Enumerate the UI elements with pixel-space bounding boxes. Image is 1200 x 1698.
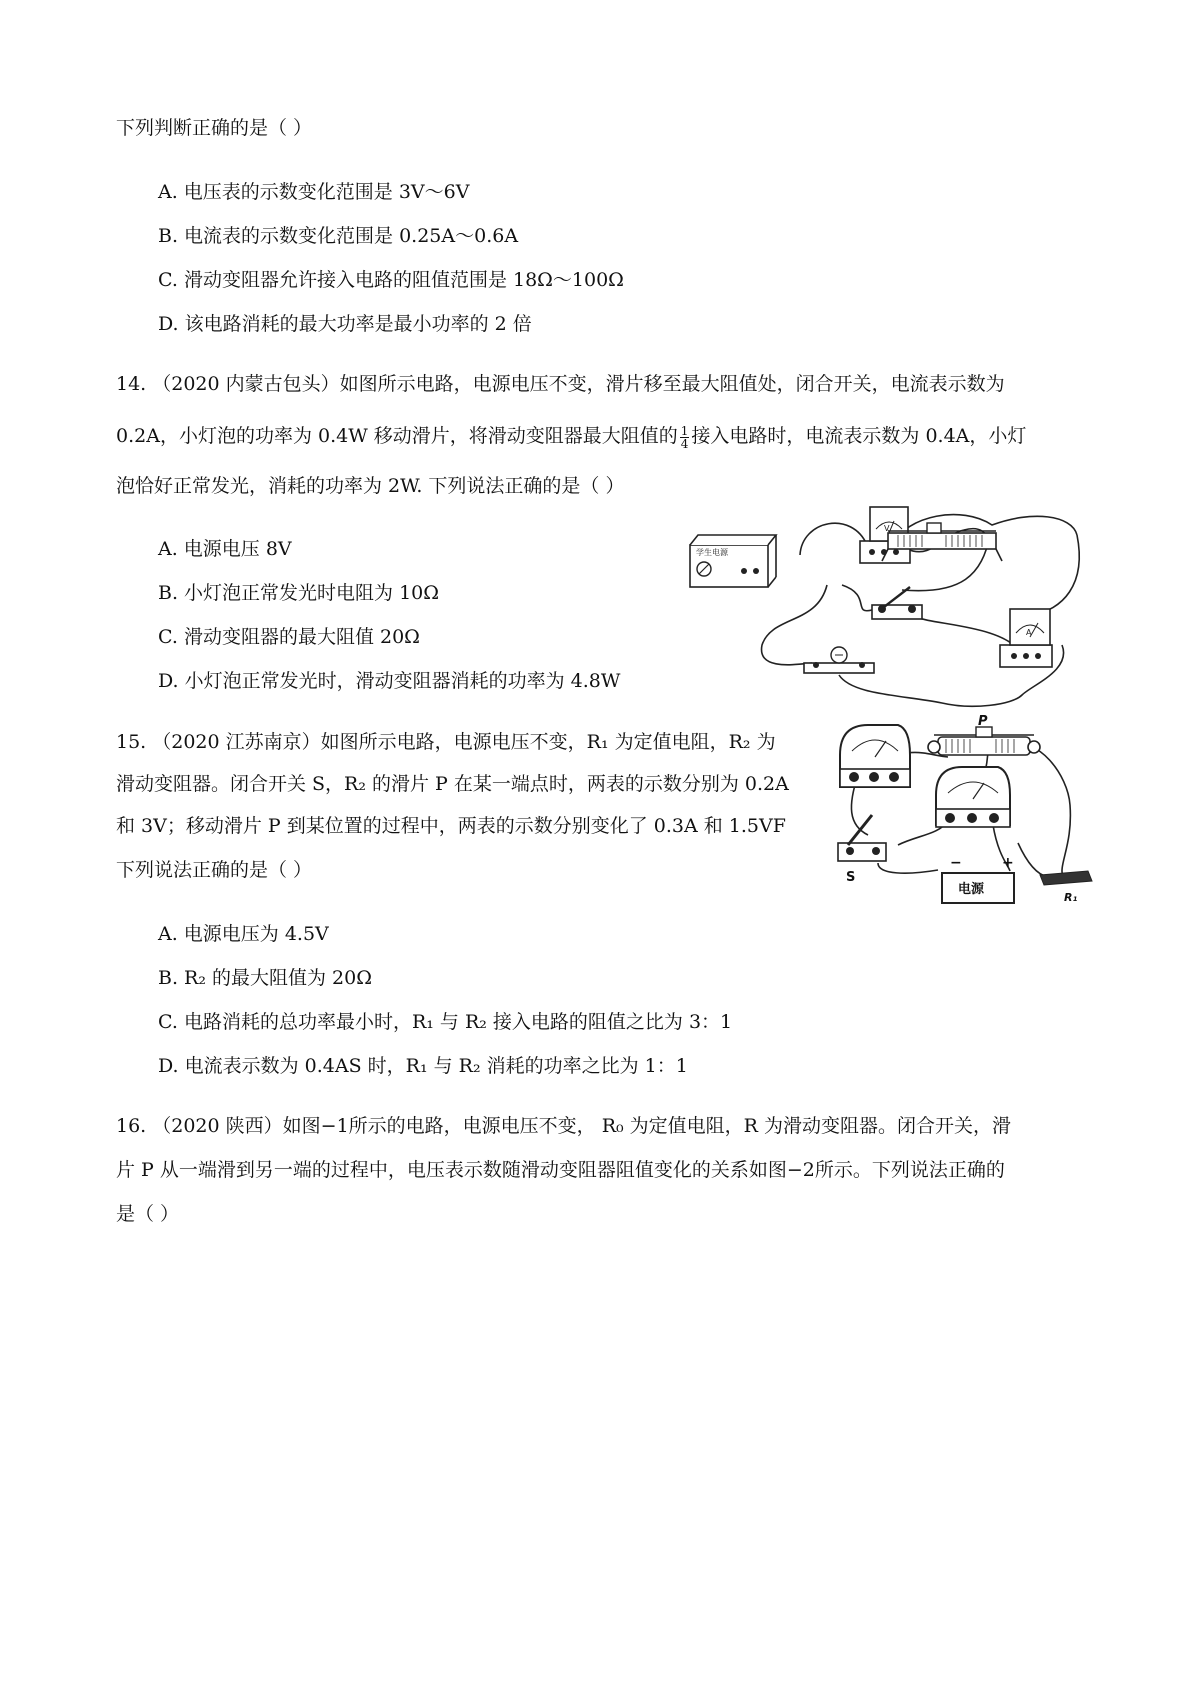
q16-stem-line-1: 16. （2020 陕西）如图−1所示的电路，电源电压不变， R₀ 为定值电阻，R 为滑动变阻器。闭合开关，滑 [116, 1115, 1012, 1137]
q14-option-d: D. 小灯泡正常发光时，滑动变阻器消耗的功率为 4.8W [158, 670, 621, 692]
q13-stem: 下列判断正确的是（ ） [116, 117, 313, 139]
q13-option-c: C. 滑动变阻器允许接入电路的阻值范围是 18Ω～100Ω [158, 269, 624, 291]
q15-option-a: A. 电源电压为 4.5V [158, 923, 329, 945]
q15-option-b: B. R₂ 的最大阻值为 20Ω [158, 967, 372, 989]
fraction-numerator: 1 [680, 423, 689, 438]
q14-stem-line-1: 14. （2020 内蒙古包头）如图所示电路，电源电压不变，滑片移至最大阻值处，闭合开关，电流表示数为 [116, 373, 1005, 395]
q14-stem-line-2 [116, 424, 1026, 450]
switch-s-label: S [846, 870, 856, 885]
switch-icon [872, 587, 922, 619]
q13-option-a: A. 电压表的示数变化范围是 3V～6V [158, 181, 470, 203]
q14-option-a: A. 电源电压 8V [158, 538, 292, 560]
voltmeter-label: V [884, 524, 890, 533]
q14-stem-line-2a: 0.2A，小灯泡的功率为 0.4W 移动滑片，将滑动变阻器最大阻值的 [116, 425, 678, 447]
r1-label: R₁ [1064, 891, 1078, 904]
fraction-denominator: 4 [680, 436, 689, 451]
q14-option-b: B. 小灯泡正常发光时电阻为 10Ω [158, 582, 440, 604]
q15-option-d: D. 电流表示数为 0.4AS 时，R₁ 与 R₂ 消耗的功率之比为 1：1 [158, 1055, 688, 1077]
plus-terminal-label: + [1002, 855, 1014, 871]
switch-icon [838, 815, 886, 885]
q15-circuit-figure [838, 715, 1098, 915]
power-source-label: 电源 [958, 882, 985, 897]
power-supply-label: 学生电源 [696, 548, 728, 557]
q14-option-c: C. 滑动变阻器的最大阻值 20Ω [158, 626, 420, 648]
q15-stem-line-2: 滑动变阻器。闭合开关 S，R₂ 的滑片 P 在某一端点时，两表的示数分别为 0.2A [116, 773, 789, 795]
lamp-icon [804, 647, 874, 673]
q16-stem-line-2: 片 P 从一端滑到另一端的过程中，电压表示数随滑动变阻器阻值变化的关系如图−2所示。下列说法正确的 [116, 1159, 1005, 1181]
ammeter-label: A [1026, 628, 1032, 637]
q16-stem-line-3: 是（ ） [116, 1203, 180, 1225]
resistor-r1-icon [1040, 871, 1092, 904]
q13-option-b: B. 电流表的示数变化范围是 0.25A～0.6A [158, 225, 519, 247]
ammeter-icon [1000, 609, 1052, 667]
q13-option-d: D. 该电路消耗的最大功率是最小功率的 2 倍 [158, 313, 532, 335]
slider-p-label: P [978, 714, 988, 729]
power-supply-icon [690, 535, 776, 587]
power-source-icon [942, 855, 1014, 903]
q14-stem-line-2b: 接入电路时，电流表示数为 0.4A，小灯 [691, 425, 1027, 447]
q14-circuit-figure [696, 505, 1092, 715]
q15-stem-line-3: 和 3V；移动滑片 P 到某位置的过程中，两表的示数分别变化了 0.3A 和 1.5VF [116, 815, 786, 837]
voltmeter-icon [840, 725, 910, 787]
one-quarter-fraction [680, 425, 690, 450]
q15-option-c: C. 电路消耗的总功率最小时，R₁ 与 R₂ 接入电路的阻值之比为 3：1 [158, 1011, 733, 1033]
q15-stem-line-4: 下列说法正确的是（ ） [116, 859, 313, 881]
minus-terminal-label: − [950, 855, 962, 871]
q15-stem-line-1: 15. （2020 江苏南京）如图所示电路，电源电压不变，R₁ 为定值电阻，R₂ 为 [116, 731, 776, 753]
ammeter-icon [936, 767, 1010, 827]
q14-stem-line-3: 泡恰好正常发光，消耗的功率为 2W. 下列说法正确的是（ ） [116, 475, 625, 497]
